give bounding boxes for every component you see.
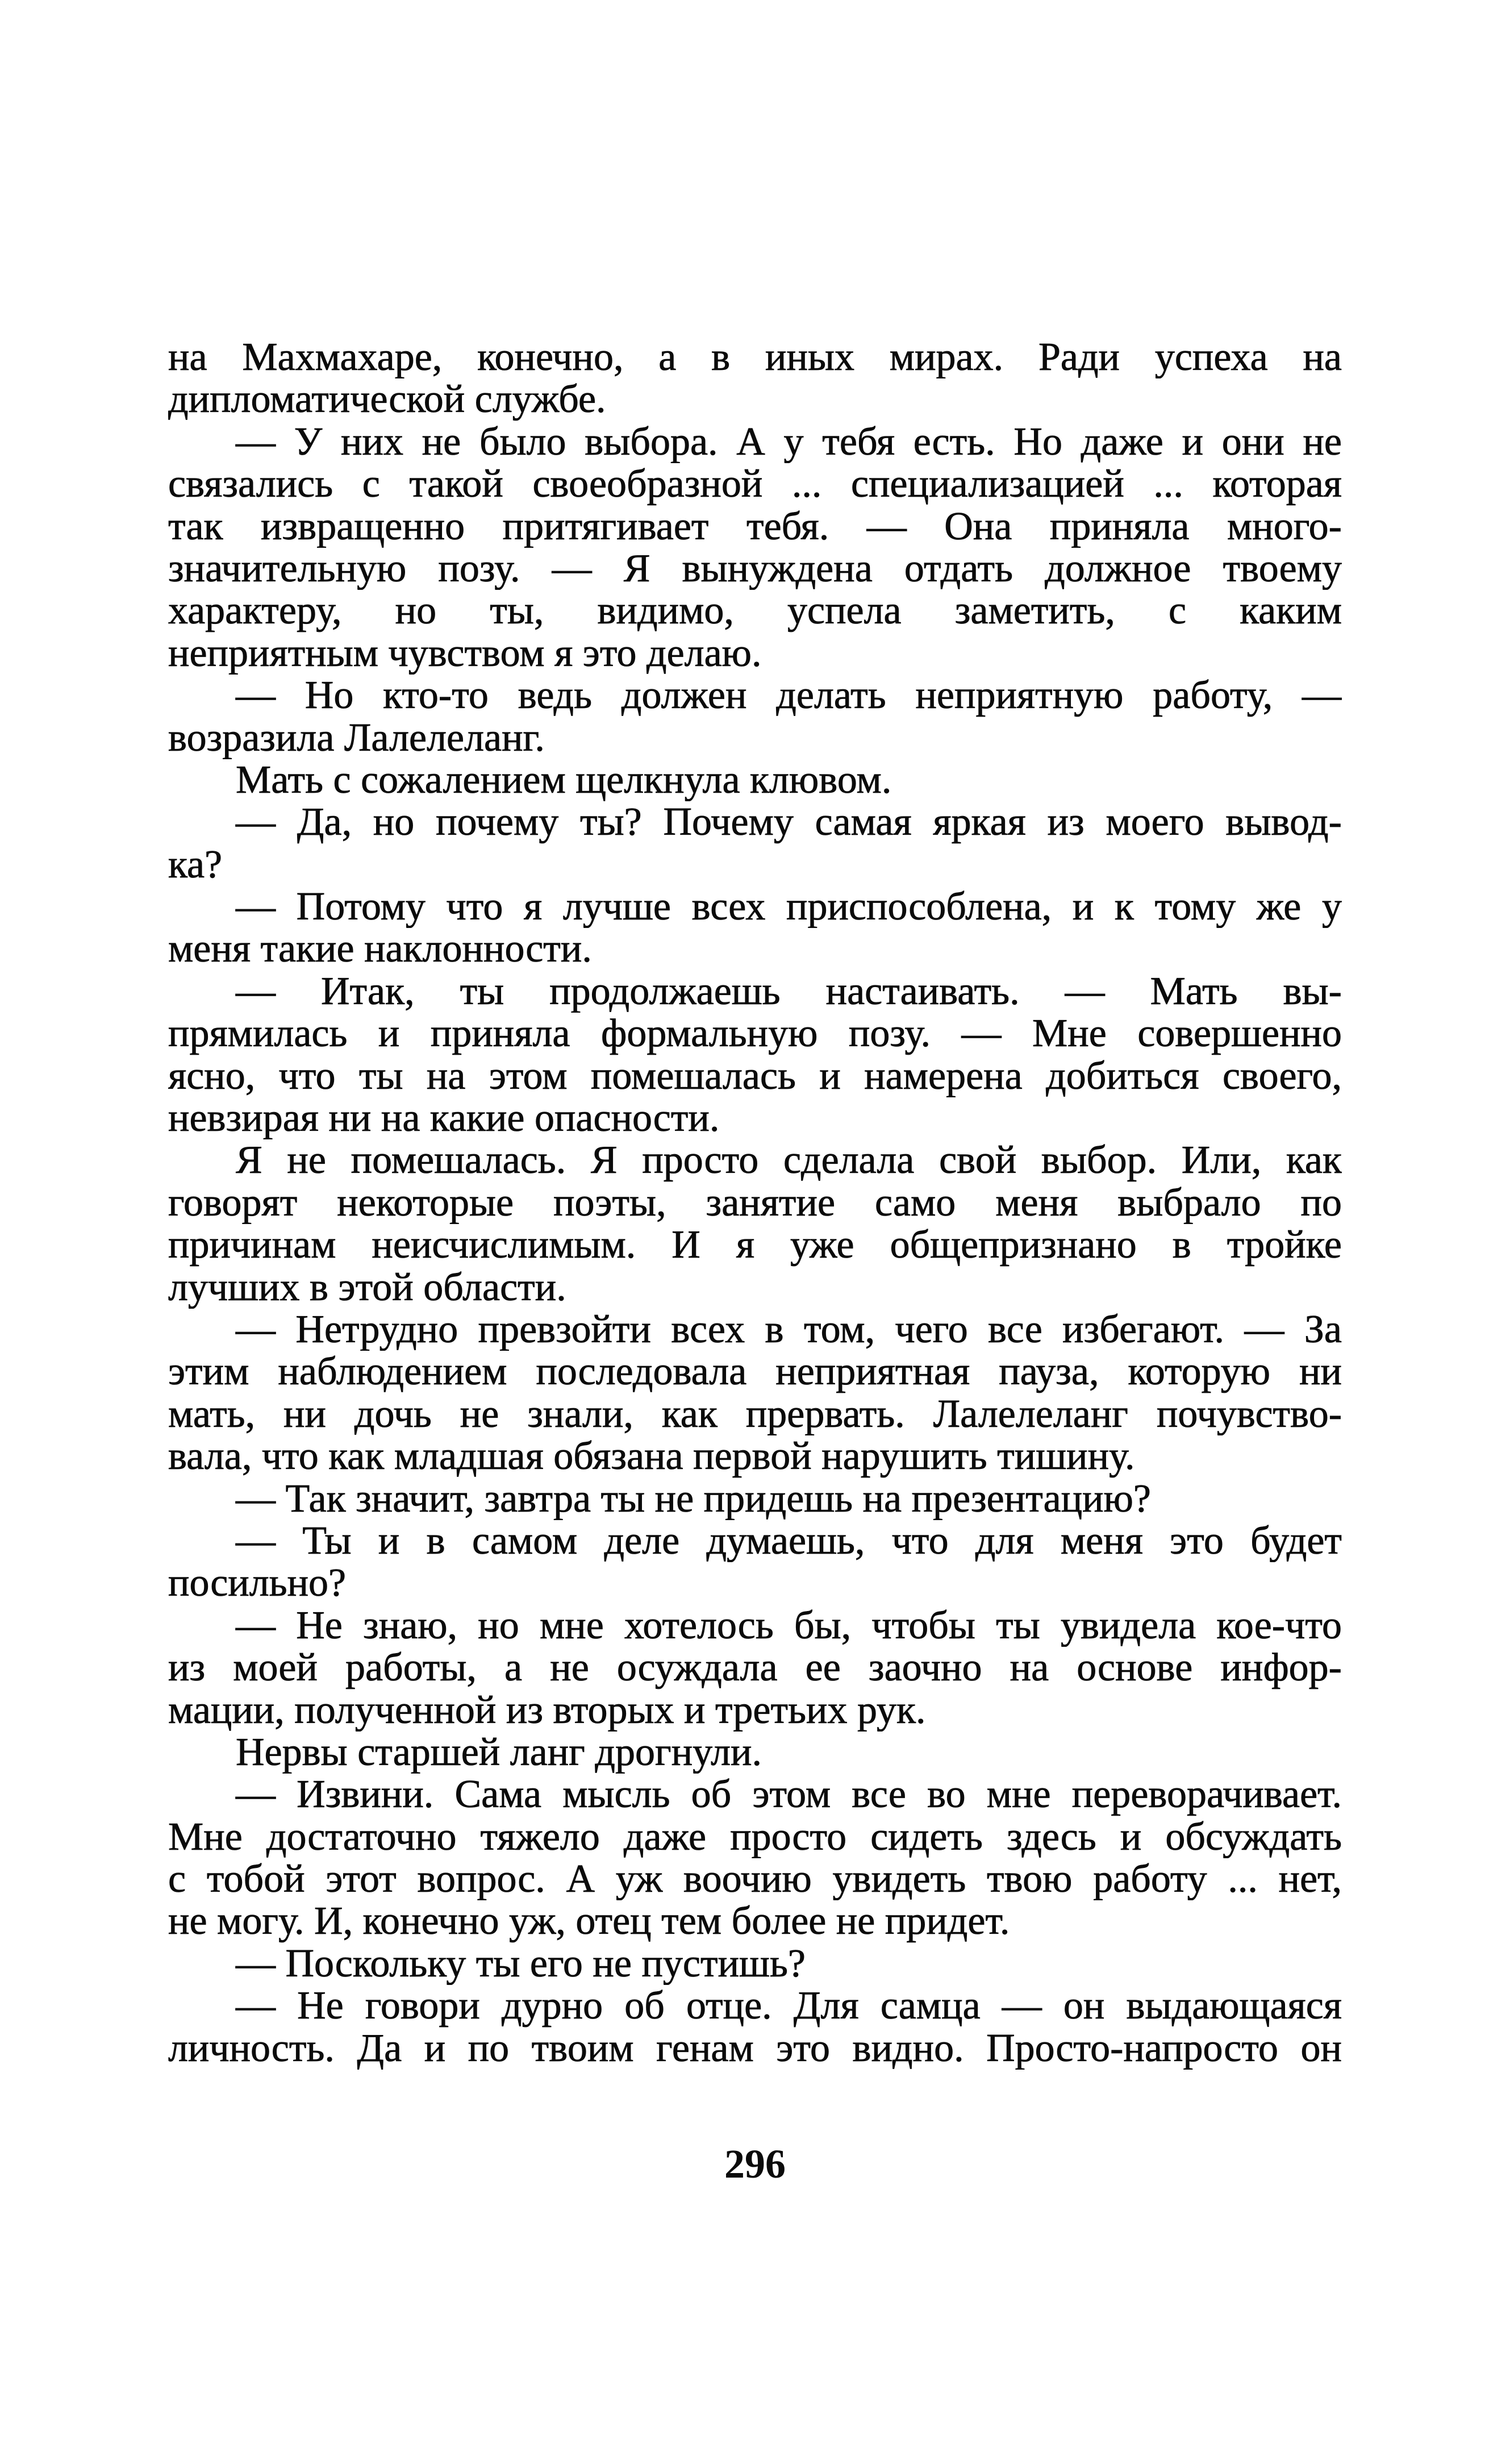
text-line: Мне достаточно тяжело даже просто сидеть здесь и обсуждать: [168, 1816, 1342, 1859]
text-line: Нервы старшей ланг дрогнули.: [236, 1731, 762, 1774]
text-line: с тобой этот вопрос. А уж воочию увидеть твою работу ... нет,: [168, 1858, 1342, 1901]
paragraph: [168, 1985, 1342, 2070]
text-line: — Так значит, завтра ты не придешь на презентацию?: [236, 1477, 1151, 1520]
text-line: — У них не было выбора. А у тебя есть. Но даже и они не: [236, 421, 1342, 464]
paragraph: [168, 759, 1342, 801]
text-line: меня такие наклонности.: [168, 928, 592, 971]
text-line: причинам неисчислимым. И я уже общепризнано в тройке: [168, 1224, 1342, 1267]
text-line: Мать с сожалением щелкнула клювом.: [236, 759, 892, 802]
paragraph: [168, 886, 1342, 971]
text-line: дипломатической службе.: [168, 378, 606, 421]
body-text: [168, 336, 1342, 2070]
text-line: не могу. И, конечно уж, отец тем более не придет.: [168, 1900, 1010, 1943]
text-line: мации, полученной из вторых и третьих рук.: [168, 1689, 926, 1732]
text-line: на Махмахаре, конечно, а в иных мирах. Ради успеха на: [168, 336, 1342, 379]
paragraph: [168, 675, 1342, 759]
text-line: неприятным чувством я это делаю.: [168, 632, 762, 675]
text-line: — Извини. Сама мысль об этом все во мне переворачивает.: [236, 1774, 1342, 1816]
paragraph: [168, 1943, 1342, 1985]
paragraph: [168, 1605, 1342, 1732]
text-line: — Ты и в самом деле думаешь, что для меня это будет: [236, 1520, 1342, 1563]
text-line: мать, ни дочь не знали, как прервать. Лалелеланг почувство-: [168, 1393, 1342, 1436]
page-number: 296: [724, 2141, 786, 2187]
paragraph: [168, 1309, 1342, 1478]
paragraph: [168, 1774, 1342, 1943]
paragraph: [168, 1478, 1342, 1520]
text-line: — Поскольку ты его не пустишь?: [236, 1942, 806, 1986]
text-line: возразила Лалелеланг.: [168, 717, 545, 759]
paragraph: [168, 1520, 1342, 1605]
text-line: — Нетрудно превзойти всех в том, чего все избегают. — За: [236, 1308, 1342, 1351]
paragraph: [168, 336, 1342, 421]
text-line: посильно?: [168, 1562, 347, 1605]
text-line: связались с такой своеобразной ... специализацией ... которая: [168, 463, 1342, 506]
text-line: ясно, что ты на этом помешалась и намерена добиться своего,: [168, 1055, 1342, 1098]
text-line: — Не говори дурно об отце. Для самца — он выдающаяся: [236, 1985, 1342, 2028]
text-line: из моей работы, а не осуждала ее заочно на основе инфор-: [168, 1647, 1342, 1689]
text-line: вала, что как младшая обязана первой нарушить тишину.: [168, 1435, 1135, 1478]
text-line: Я не помешалась. Я просто сделала свой выбор. Или, как: [236, 1139, 1342, 1182]
paragraph: [168, 421, 1342, 675]
text-line: — Но кто-то ведь должен делать неприятную работу, —: [236, 675, 1342, 717]
text-line: так извращенно притягивает тебя. — Она приняла много-: [168, 505, 1342, 548]
text-line: — Потому что я лучше всех приспособлена, и к тому же у: [236, 886, 1342, 929]
paragraph: [168, 1139, 1342, 1309]
paragraph: [168, 1732, 1342, 1774]
text-line: говорят некоторые поэты, занятие само меня выбрало по: [168, 1181, 1342, 1225]
text-line: невзирая ни на какие опасности.: [168, 1097, 720, 1140]
text-line: лучших в этой области.: [168, 1266, 566, 1309]
text-line: прямилась и приняла формальную позу. — Мне совершенно: [168, 1013, 1342, 1055]
text-line: личность. Да и по твоим генам это видно. Просто-напросто он: [168, 2027, 1342, 2070]
text-line: — Не знаю, но мне хотелось бы, чтобы ты увидела кое-что: [236, 1604, 1342, 1647]
text-line: — Да, но почему ты? Почему самая яркая из моего вывод-: [236, 801, 1342, 844]
text-line: характеру, но ты, видимо, успела заметить, с каким: [168, 590, 1342, 632]
text-line: значительную позу. — Я вынуждена отдать должное твоему: [168, 547, 1342, 590]
text-line: этим наблюдением последовала неприятная пауза, которую ни: [168, 1351, 1342, 1393]
paragraph: [168, 801, 1342, 886]
text-line: — Итак, ты продолжаешь настаивать. — Мать вы-: [236, 970, 1342, 1013]
paragraph: [168, 971, 1342, 1140]
text-line: ка?: [168, 843, 223, 886]
